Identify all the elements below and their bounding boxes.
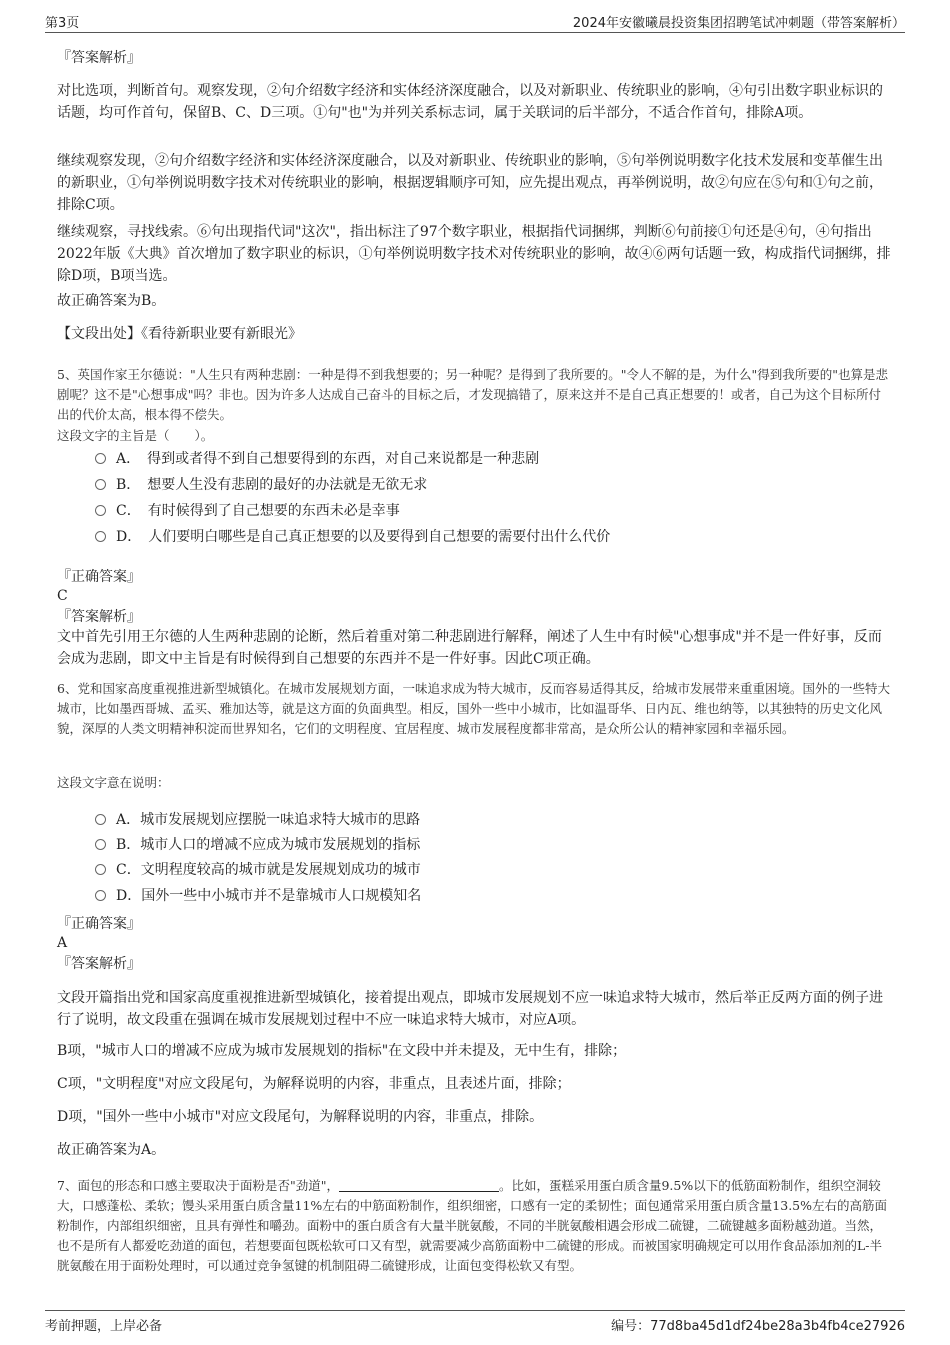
q7-stem: [57, 1176, 892, 1276]
q6-answer: A: [57, 935, 68, 951]
q6-analysis-para1: 文段开篇指出党和国家高度重视推进新型城镇化，接着提出观点，即城市发展规划不应一味追求特大城市，然后举正反两方面的例子进行了说明，故文段重在强调在城市发展规划过程中不应一味追求特大城市，对应A项。: [57, 990, 883, 1028]
q4-analysis-para3: 继续观察，寻找线索。⑥句出现指代词"这次"，指出标注了97个数字职业，根据指代词捆绑，判断⑥句前接①句还是④句，④句指出2022年版《大典》首次增加了数字职业的标识，①句举例说明数字技术对传统职业的影响，故④⑥两句话题一致，构成指代词捆绑，排除D项，B项当选。: [57, 224, 891, 284]
q7-stem-rest: 。比如，蛋糕采用蛋白质含量9.5%以下的低筋面粉制作，组织空洞较大，口感蓬松、柔软；馒头采用蛋白质含量11%左右的中筋面粉制作，组织细密，口感有一定的柔韧性；面包通常采用蛋白质含量13.5%左右的高筋面粉制作，内部组织细密，且具有弹性和嚼劲。面粉中的蛋白质含有大量半胱氨酸，不同的半胱氨酸相遇会形成二硫键，二硫键越多面粉越劲道。当然，也不是所有人都爱吃劲道的面包，若想要面包既松软可口又有型，就需要减少高筋面粉中二硫键的形成。而被国家明确规定可以用作食品添加剂的L-半胱氨酸在用于面粉处理时，可以通过竞争氢键的机制阻碍二硫键形成，让面包变得松软又有型。: [57, 1178, 887, 1273]
radio-icon[interactable]: [95, 479, 106, 490]
q5-answer: C: [57, 588, 68, 604]
footer-slogan: 考前押题，上岸必备: [45, 1319, 163, 1334]
q5-option-d-label: D． 人们要明白哪些是自己真正想要的以及要得到自己想要的需要付出什么代价: [116, 529, 611, 545]
radio-icon[interactable]: [95, 864, 106, 875]
q5-option-b[interactable]: [95, 475, 427, 495]
q6-question: 这段文字意在说明：: [57, 775, 170, 790]
q5-analysis: 文中首先引用王尔德的人生两种悲剧的论断，然后着重对第二种悲剧进行解释，阐述了人生中有时候"心想事成"并不是一件好事，反而会成为悲剧，即文中主旨是有时候得到自己想要的东西并不是一件好事。因此C项正确。: [57, 629, 882, 667]
q4-analysis-para1: 对比选项，判断首句。观察发现，②句介绍数字经济和实体经济深度融合，以及对新职业、传统职业的影响，④句引出数字职业标识的话题，均可作首句，保留B、C、D三项。①句"也"为并列关系标志词，属于关联词的后半部分，不适合作首句，排除A项。: [57, 83, 883, 121]
q6-answer-label: 『正确答案』: [57, 916, 141, 932]
q6-analysis-label: 『答案解析』: [57, 956, 141, 972]
q4-conclusion: 故正确答案为B。: [57, 293, 166, 309]
q6-option-c-label: C．文明程度较高的城市就是发展规划成功的城市: [116, 862, 421, 878]
radio-icon[interactable]: [95, 505, 106, 516]
radio-icon[interactable]: [95, 839, 106, 850]
q4-source: 【文段出处】《看待新职业要有新眼光》: [57, 326, 302, 342]
q6-option-d-label: D．国外一些中小城市并不是靠城市人口规模知名: [116, 888, 422, 904]
q6-option-b[interactable]: [95, 835, 420, 855]
radio-icon[interactable]: [95, 531, 106, 542]
q6-option-d[interactable]: [95, 886, 421, 906]
q6-option-c[interactable]: [95, 860, 421, 880]
q6-option-a-label: A．城市发展规划应摆脱一味追求特大城市的思路: [116, 812, 421, 828]
page-header: [45, 10, 905, 33]
page-footer: [45, 1310, 905, 1333]
q5-option-a[interactable]: [95, 449, 539, 469]
q5-answer-label: 『正确答案』: [57, 569, 141, 585]
radio-icon[interactable]: [95, 814, 106, 825]
q5-analysis-label: 『答案解析』: [57, 609, 141, 625]
q6-option-b-label: B．城市人口的增减不应成为城市发展规划的指标: [116, 837, 421, 853]
q5-option-b-label: B． 想要人生没有悲剧的最好的办法就是无欲无求: [116, 477, 428, 493]
q6-conclusion: 故正确答案为A。: [57, 1142, 166, 1158]
radio-icon[interactable]: [95, 453, 106, 464]
q5-question: 这段文字的主旨是（ ）。: [57, 428, 214, 443]
q5-option-d[interactable]: [95, 527, 610, 547]
q6-stem: 6、党和国家高度重视推进新型城镇化。在城市发展规划方面，一味追求成为特大城市，反而容易适得其反，给城市发展带来重重困境。国外的一些特大城市，比如墨西哥城、孟买、雅加达等，就是这方面的负面典型。相反，国外一些中小城市，比如温哥华、日内瓦、维也纳等，以其独特的历史文化风貌，深厚的人类文明精神积淀而世界知名，它们的文明程度、宜居程度、城市发展程度都非常高，是众所公认的精神家园和幸福乐园。: [57, 681, 890, 736]
q4-analysis-label: 『答案解析』: [57, 50, 141, 66]
q6-analysis-para3: C项，"文明程度"对应文段尾句，为解释说明的内容，非重点，且表述片面，排除；: [57, 1076, 571, 1092]
q5-option-c-label: C． 有时候得到了自己想要的东西未必是幸事: [116, 503, 400, 519]
radio-icon[interactable]: [95, 890, 106, 901]
page-number: 第3页: [45, 16, 80, 31]
q7-answer-blank[interactable]: [339, 1177, 499, 1192]
document-id: 编号：77d8ba45d1df24be28a3b4fb4ce27926: [611, 1319, 905, 1334]
document-title: 2024年安徽曦晨投资集团招聘笔试冲刺题（带答案解析）: [572, 16, 905, 31]
q6-option-a[interactable]: [95, 810, 420, 830]
q6-analysis-para4: D项，"国外一些中小城市"对应文段尾句，为解释说明的内容，非重点，排除。: [57, 1109, 544, 1125]
q4-analysis-para2: 继续观察发现，②句介绍数字经济和实体经济深度融合，以及对新职业、传统职业的影响，⑤句举例说明数字化技术发展和变革催生出的新职业，①句举例说明数字技术对传统职业的影响，根据逻辑顺序可知，应先提出观点，再举例说明，故②句应在⑤句和①句之前，排除C项。: [57, 153, 883, 213]
q5-stem: 5、英国作家王尔德说："人生只有两种悲剧：一种是得不到我想要的；另一种呢？是得到了我所要的。"令人不解的是，为什么"得到我所要的"也算是悲剧呢？这不是"心想事成"吗？非也。因为许多人达成自己奋斗的目标之后，才发现搞错了，原来这并不是自己真正想要的！或者，自己为这个目标所付出的代价太高，根本得不偿失。: [57, 367, 888, 422]
q6-analysis-para2: B项，"城市人口的增减不应成为城市发展规划的指标"在文段中并未提及，无中生有，排除；: [57, 1043, 627, 1059]
q7-stem-start: 7、面包的形态和口感主要取决于面粉是否"劲道"，: [57, 1178, 339, 1193]
q5-option-a-label: A． 得到或者得不到自己想要得到的东西，对自己来说都是一种悲剧: [116, 451, 540, 467]
q5-option-c[interactable]: [95, 501, 400, 521]
